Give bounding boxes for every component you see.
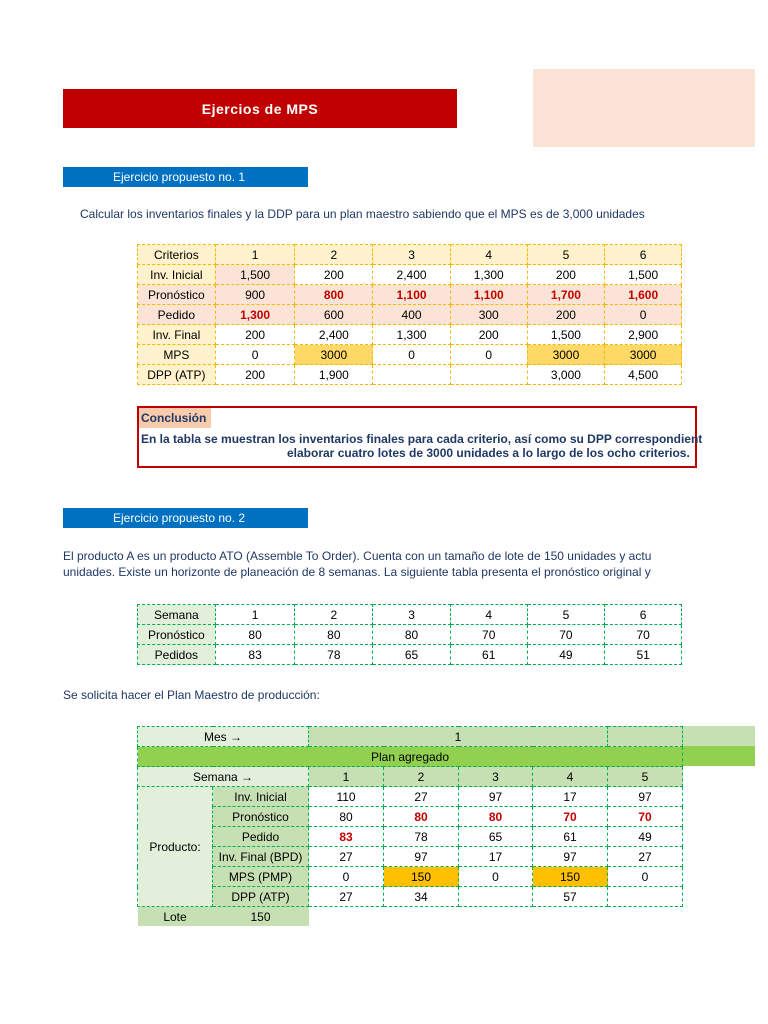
table-header-row [138, 245, 682, 265]
table-cell: 70 [605, 625, 682, 645]
table-cell: 65 [373, 645, 451, 665]
table-cell: 1,300 [215, 305, 295, 325]
header-cell: 5 [527, 245, 605, 265]
table-cell: 97 [533, 847, 608, 867]
table-cell: 83 [215, 645, 295, 665]
table-cell: 800 [295, 285, 373, 305]
row-label: Pronóstico [138, 285, 216, 305]
table-cell: 3000 [527, 345, 605, 365]
table-cell: 0 [459, 867, 533, 887]
row-label: Pedido [138, 305, 216, 325]
row-label: MPS (PMP) [213, 867, 309, 887]
table-row [138, 285, 682, 305]
header-cell: Semana [138, 605, 216, 625]
mes-row [138, 727, 683, 747]
table-cell: 80 [295, 625, 373, 645]
table-cell: 0 [450, 345, 527, 365]
decorative-box [533, 69, 755, 147]
table-cell: 78 [384, 827, 459, 847]
table-cell: 97 [608, 787, 683, 807]
statement-2-line2: unidades. Existe un horizonte de planeación de 8 semanas. La siguiente tabla presenta el pronóstico original y [63, 565, 651, 579]
table-cell: 80 [459, 807, 533, 827]
table-cell: 51 [605, 645, 682, 665]
table-row [138, 827, 683, 847]
row-label: Pronóstico [213, 807, 309, 827]
semana-cell: 3 [459, 767, 533, 787]
table-row [138, 807, 683, 827]
table-header-row [138, 605, 682, 625]
table-cell: 1,100 [450, 285, 527, 305]
table-row [138, 645, 682, 665]
table-cell: 27 [608, 847, 683, 867]
lote-label: Lote [138, 907, 213, 927]
conclusion-text-line1: En la tabla se muestran los inventarios finales para cada criterio, así como su DPP correspondient [141, 432, 703, 446]
semana-cell: 1 [309, 767, 384, 787]
header-cell: 6 [605, 605, 682, 625]
header-cell: 4 [450, 245, 527, 265]
table-cell [373, 365, 451, 385]
header-cell: 1 [215, 245, 295, 265]
table-cell: 27 [309, 847, 384, 867]
row-label: Inv. Inicial [138, 265, 216, 285]
header-cell: Criterios [138, 245, 216, 265]
table-cell: 2,400 [373, 265, 451, 285]
header-cell: 5 [527, 605, 605, 625]
table-cell: 61 [450, 645, 527, 665]
semana-label: Semana → [138, 767, 309, 787]
row-label: DPP (ATP) [138, 365, 216, 385]
table-cell: 17 [459, 847, 533, 867]
table-cell: 70 [450, 625, 527, 645]
table-cell: 1,300 [373, 325, 451, 345]
table-cell: 1,500 [605, 265, 682, 285]
row-label: Inv. Final (BPD) [213, 847, 309, 867]
table-row [138, 305, 682, 325]
table-cell: 600 [295, 305, 373, 325]
table-cell: 70 [608, 807, 683, 827]
table-cell: 3000 [295, 345, 373, 365]
row-label: DPP (ATP) [213, 887, 309, 907]
table-cell: 70 [527, 625, 605, 645]
table-cell: 2,400 [295, 325, 373, 345]
table-row [138, 887, 683, 907]
table-cell: 27 [309, 887, 384, 907]
header-cell: 4 [450, 605, 527, 625]
table-cell: 200 [527, 305, 605, 325]
table-cell: 300 [450, 305, 527, 325]
header-cell: 1 [215, 605, 295, 625]
mes-label: Mes → [138, 727, 309, 747]
table-row [138, 345, 682, 365]
semana-cell: 4 [533, 767, 608, 787]
table-cell: 78 [295, 645, 373, 665]
row-label: Inv. Final [138, 325, 216, 345]
table-cell: 110 [309, 787, 384, 807]
table-cell: 34 [384, 887, 459, 907]
semana-cell: 5 [608, 767, 683, 787]
table-cell: 3000 [605, 345, 682, 365]
table-cell: 61 [533, 827, 608, 847]
table-cell: 200 [527, 265, 605, 285]
table-cell: 1,500 [215, 265, 295, 285]
table-cell: 65 [459, 827, 533, 847]
table-cell: 0 [605, 305, 682, 325]
statement-1: Calcular los inventarios finales y la DDP para un plan maestro sabiendo que el MPS es de 3,000 unidades [80, 207, 645, 221]
table-cell: 1,100 [373, 285, 451, 305]
row-label: MPS [138, 345, 216, 365]
table-cell: 70 [533, 807, 608, 827]
table-cell: 4,500 [605, 365, 682, 385]
row-label: Inv. Inicial [213, 787, 309, 807]
table-cell: 1,600 [605, 285, 682, 305]
table-cell: 1,900 [295, 365, 373, 385]
section-label-1: Ejercicio propuesto no. 1 [63, 167, 308, 187]
table-row [138, 325, 682, 345]
table-cell: 0 [215, 345, 295, 365]
header-cell: 3 [373, 245, 451, 265]
table-cell: 1,300 [450, 265, 527, 285]
table-row [138, 867, 683, 887]
table-row [138, 625, 682, 645]
request-text: Se solicita hacer el Plan Maestro de producción: [63, 688, 320, 702]
table-cell: 0 [309, 867, 384, 887]
table-cell: 200 [215, 325, 295, 345]
table-cell: 2,900 [605, 325, 682, 345]
table-cell: 0 [608, 867, 683, 887]
semana-cell: 2 [384, 767, 459, 787]
row-label: Pedidos [138, 645, 216, 665]
table-cell: 83 [309, 827, 384, 847]
page-title: Ejercios de MPS [63, 89, 457, 128]
table-cell: 150 [384, 867, 459, 887]
table-cell: 900 [215, 285, 295, 305]
semana-row [138, 767, 683, 787]
table-cell: 97 [384, 847, 459, 867]
section-label-2: Ejercicio propuesto no. 2 [63, 508, 308, 528]
row-label: Pedido [213, 827, 309, 847]
conclusion-label: Conclusión [139, 408, 211, 428]
table-cell: 1,700 [527, 285, 605, 305]
table-cell: 97 [459, 787, 533, 807]
header-cell: 6 [605, 245, 682, 265]
table-cell: 80 [373, 625, 451, 645]
table-cell [450, 365, 527, 385]
plan-extension [681, 746, 755, 766]
lote-value: 150 [213, 907, 309, 927]
table-cell: 49 [608, 827, 683, 847]
mes-value: 1 [309, 727, 608, 747]
statement-2-line1: El producto A es un producto ATO (Assemble To Order). Cuenta con un tamaño de lote de 150 unidades y actu [63, 549, 652, 563]
row-label: Pronóstico [138, 625, 216, 645]
table-cell: 27 [384, 787, 459, 807]
table-row [138, 365, 682, 385]
table-cell: 17 [533, 787, 608, 807]
mes-blank [608, 727, 683, 747]
table-cell: 200 [215, 365, 295, 385]
table-row [138, 265, 682, 285]
producto-label: Producto: [138, 787, 213, 907]
header-cell: 2 [295, 605, 373, 625]
table-cell: 49 [527, 645, 605, 665]
pronostico-table [137, 604, 682, 665]
plan-agregado: Plan agregado [138, 747, 683, 767]
table-cell: 150 [533, 867, 608, 887]
table-cell: 80 [384, 807, 459, 827]
table-cell: 200 [295, 265, 373, 285]
table-cell: 80 [309, 807, 384, 827]
table-cell [459, 887, 533, 907]
header-cell: 3 [373, 605, 451, 625]
lote-blank [309, 907, 683, 927]
table-row [138, 847, 683, 867]
table-cell: 3,000 [527, 365, 605, 385]
table-cell: 0 [373, 345, 451, 365]
table-cell: 200 [450, 325, 527, 345]
table-cell: 1,500 [527, 325, 605, 345]
plan-row [138, 747, 683, 767]
header-cell: 2 [295, 245, 373, 265]
table-cell: 400 [373, 305, 451, 325]
table-cell: 57 [533, 887, 608, 907]
lote-row [138, 907, 683, 927]
conclusion-text-line2: elaborar cuatro lotes de 3000 unidades a lo largo de los ocho criterios. [287, 446, 690, 460]
mps-table [137, 726, 683, 926]
criterios-table [137, 244, 682, 385]
table-cell [608, 887, 683, 907]
table-row [138, 787, 683, 807]
table-cell: 80 [215, 625, 295, 645]
